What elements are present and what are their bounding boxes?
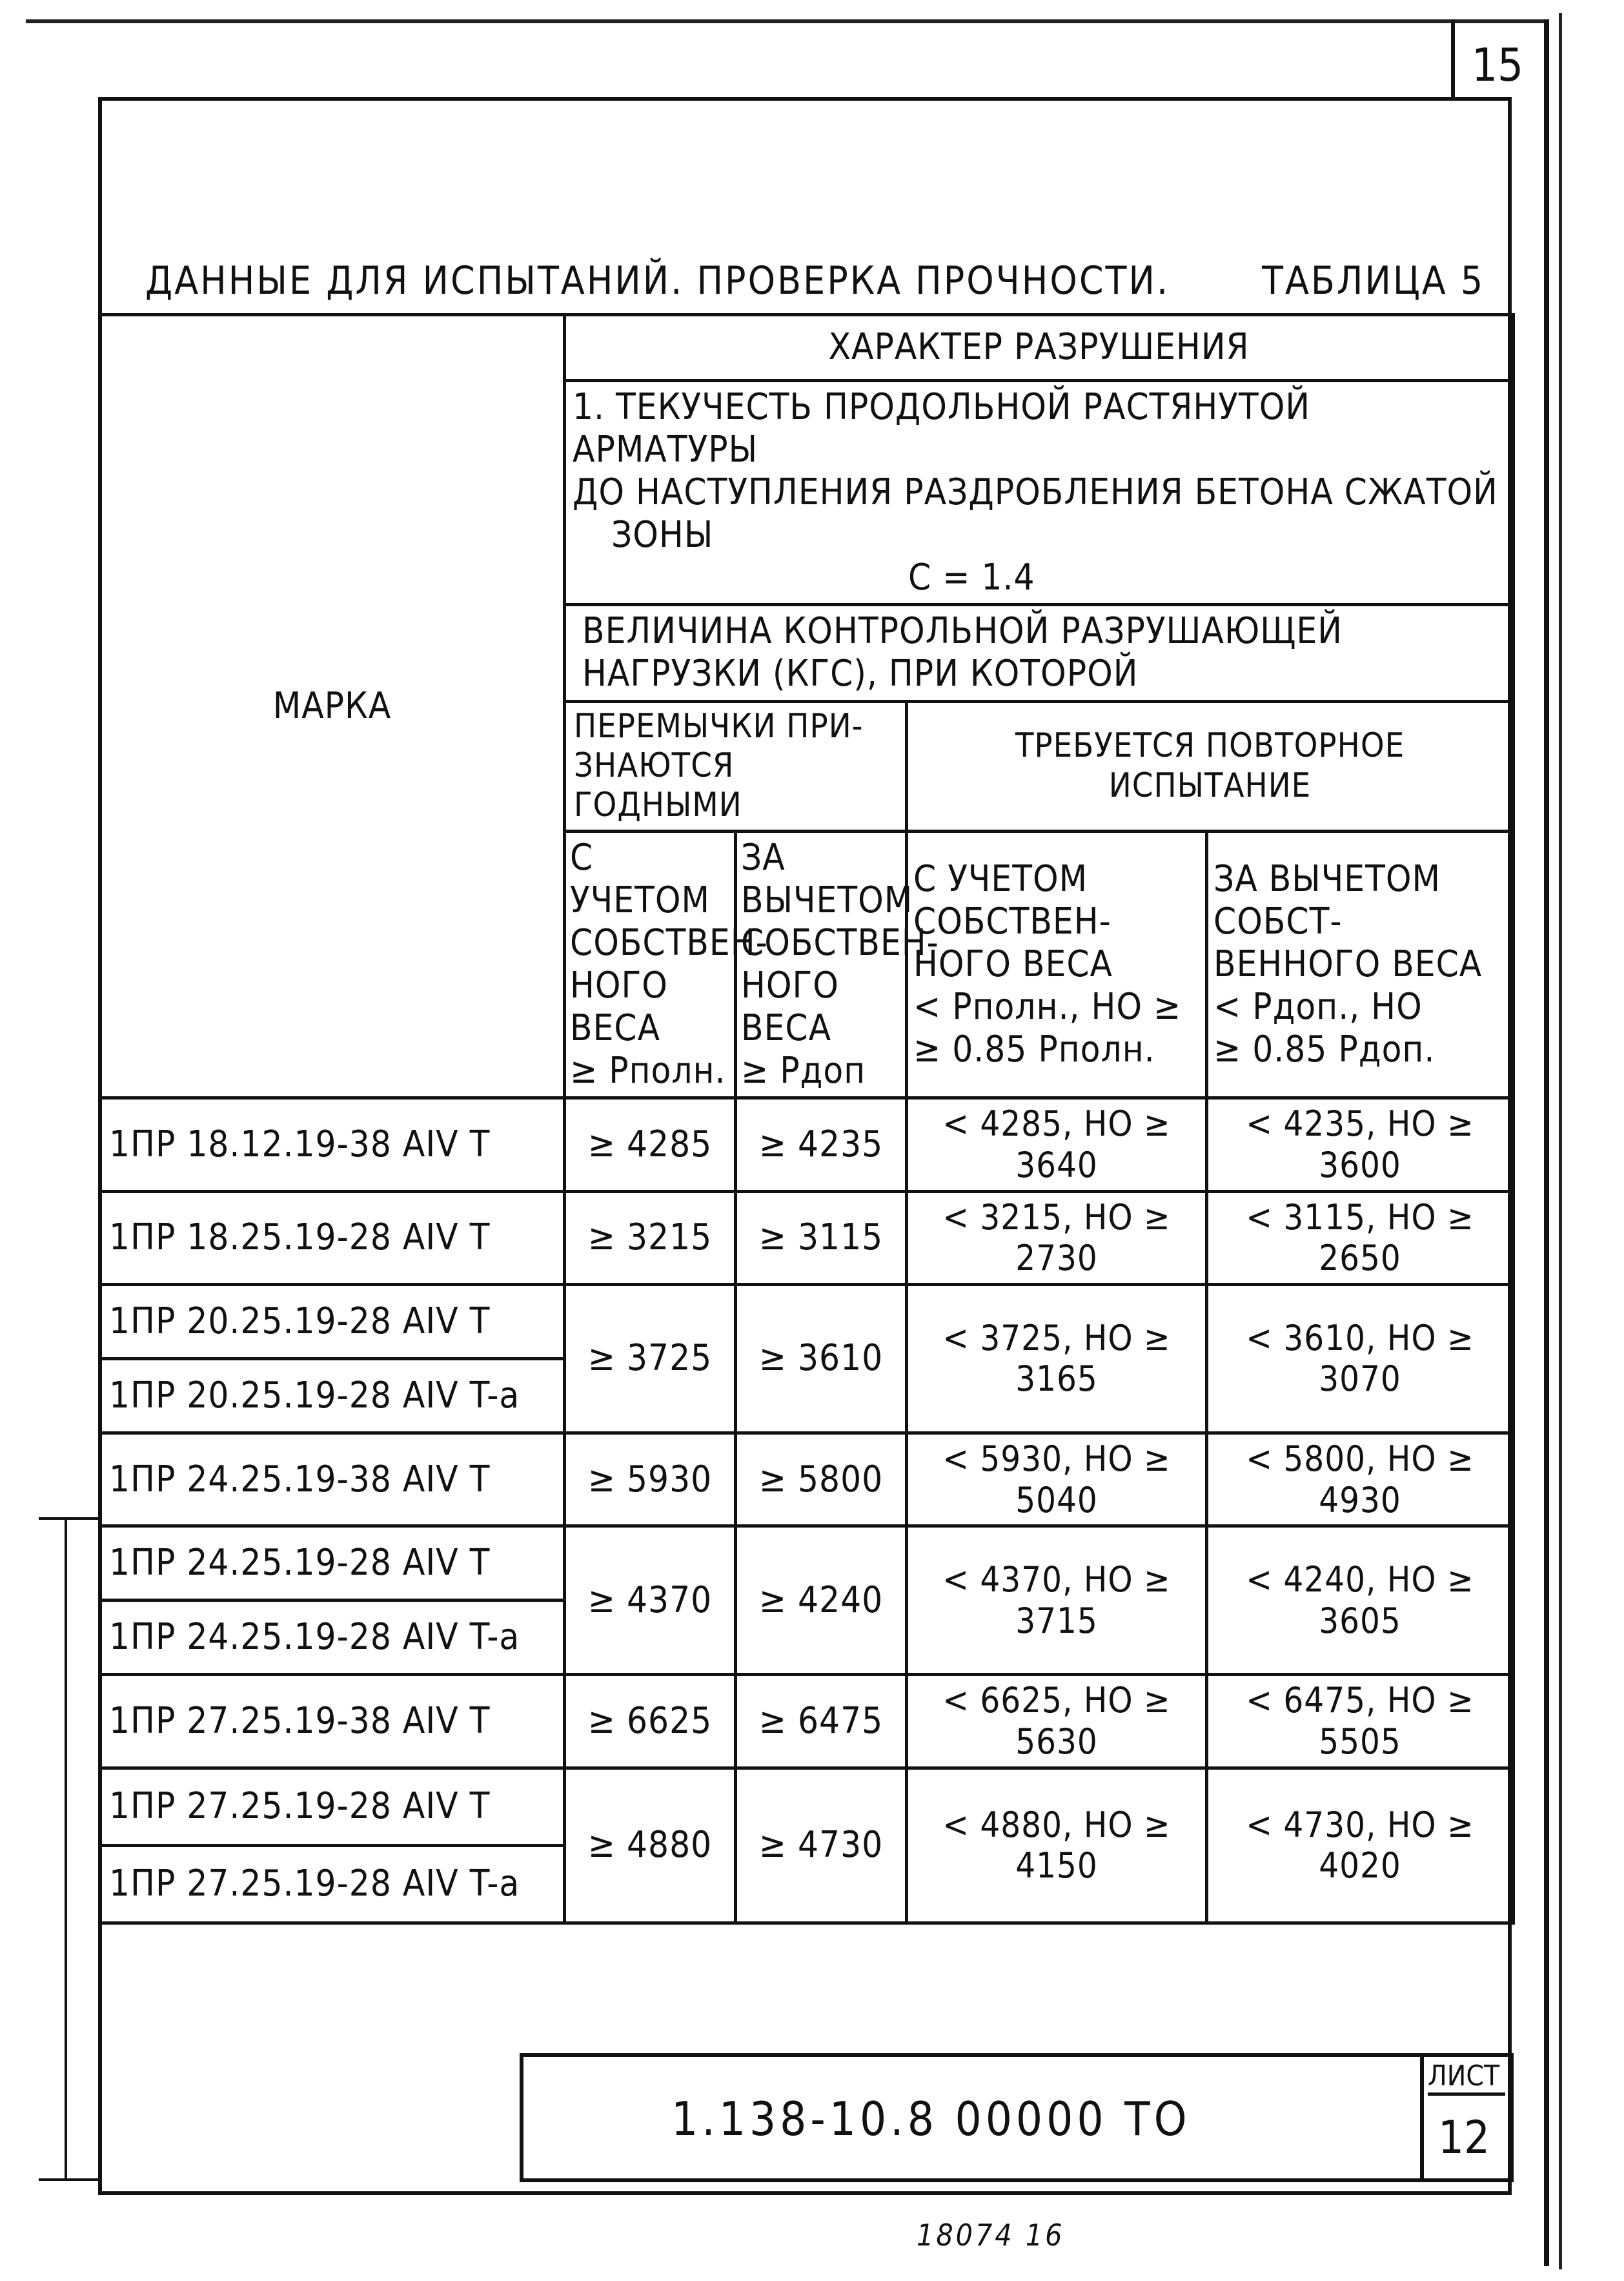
accepted-line-1: ПЕРЕМЫЧКИ ПРИ- <box>574 706 864 746</box>
control-load-line-2: НАГРУЗКИ (КГС), ПРИ КОТОРОЙ <box>582 653 1139 695</box>
table-row <box>100 1284 1514 1358</box>
value-with-weight: ≥ 5930 <box>565 1433 736 1526</box>
row-mark: 1ПР 27.25.19-38 AIV T <box>100 1675 565 1768</box>
header-row-1 <box>100 315 1514 381</box>
failure-line-2: ДО НАСТУПЛЕНИЯ РАЗДРОБЛЕНИЯ БЕТОНА СЖАТОЙ <box>573 471 1498 514</box>
retest-with-weight: < 5930, НО ≥ 5040 <box>907 1433 1207 1526</box>
value-without-weight: ≥ 5800 <box>736 1433 907 1526</box>
sub1-line-1: С УЧЕТОМ <box>570 836 710 921</box>
value-with-weight: ≥ 4370 <box>565 1526 736 1675</box>
sheet-label: ЛИСТ <box>1428 2060 1505 2096</box>
sub3-line-1: С УЧЕТОМ СОБСТВЕН- <box>913 857 1111 943</box>
sub1-line-2: СОБСТВЕН- <box>570 921 768 964</box>
sheet-number: 12 <box>1438 2111 1490 2164</box>
table-row <box>100 1768 1514 1845</box>
column-mark-header: МАРКА <box>100 315 565 1098</box>
value-with-weight: ≥ 3215 <box>565 1191 736 1284</box>
retest-without-weight: < 6475, НО ≥ 5505 <box>1207 1675 1514 1768</box>
value-without-weight: ≥ 4240 <box>736 1526 907 1675</box>
value-without-weight: ≥ 3610 <box>736 1284 907 1433</box>
failure-line-1: 1. ТЕКУЧЕСТЬ ПРОДОЛЬНОЙ РАСТЯНУТОЙ АРМАТУРЫ <box>573 386 1311 471</box>
table-row <box>100 1675 1514 1768</box>
accepted-line-2: ЗНАЮТСЯ ГОДНЫМИ <box>574 746 742 825</box>
sub4-line-3: < Pдоп., НО <box>1213 985 1423 1028</box>
retest-with-weight: < 6625, НО ≥ 5630 <box>907 1675 1207 1768</box>
row-mark: 1ПР 27.25.19-28 AIV T <box>100 1768 565 1845</box>
sub2-line-4: ≥ Pдоп <box>741 1050 866 1092</box>
retest-without-weight: < 4235, НО ≥ 3600 <box>1207 1098 1514 1191</box>
sub2-line-3: НОГО ВЕСА <box>741 964 839 1049</box>
retest-without-weight: < 4730, НО ≥ 4020 <box>1207 1768 1514 1923</box>
retest-without-weight: < 5800, НО ≥ 4930 <box>1207 1433 1514 1526</box>
corner-sheet-number: 15 <box>1472 39 1524 92</box>
row-mark: 1ПР 24.25.19-38 AIV T <box>100 1433 565 1526</box>
failure-description <box>565 381 1514 605</box>
document-title: ДАННЫЕ ДЛЯ ИСПЫТАНИЙ. ПРОВЕРКА ПРОЧНОСТИ. <box>145 258 1170 303</box>
retest-without-weight: < 3610, НО ≥ 3070 <box>1207 1284 1514 1433</box>
retest-with-weight: < 4880, НО ≥ 4150 <box>907 1768 1207 1923</box>
retest-without-weight: < 3115, НО ≥ 2650 <box>1207 1191 1514 1284</box>
row-mark: 1ПР 18.12.19-38 AIV T <box>100 1098 565 1191</box>
value-with-weight: ≥ 4285 <box>565 1098 736 1191</box>
value-without-weight: ≥ 4730 <box>736 1768 907 1923</box>
frame-right-line-outer <box>1559 13 1562 2269</box>
row-mark: 1ПР 20.25.19-28 AIV T-a <box>100 1358 565 1433</box>
control-load-header <box>565 605 1514 701</box>
value-with-weight: ≥ 4880 <box>565 1768 736 1923</box>
frame-top-line <box>26 19 1549 23</box>
failure-coefficient: C = 1.4 <box>908 557 1035 599</box>
sub1-line-4: ≥ Pполн. <box>570 1050 726 1092</box>
sub2-line-1: ЗА ВЫЧЕТОМ <box>741 836 913 921</box>
sub3-line-4: ≥ 0.85 Pполн. <box>913 1028 1155 1070</box>
handwritten-archive-number: 18074 16 <box>917 2218 1065 2253</box>
sub3-line-2: НОГО ВЕСА <box>913 943 1113 985</box>
retest-with-weight: < 3725, НО ≥ 3165 <box>907 1284 1207 1433</box>
failure-type-header: ХАРАКТЕР РАЗРУШЕНИЯ <box>565 315 1514 381</box>
sub-header-retest-without-weight <box>1207 831 1514 1098</box>
document-code: 1.138-10.8 00000 ТО <box>671 2092 1191 2146</box>
value-without-weight: ≥ 6475 <box>736 1675 907 1768</box>
value-without-weight: ≥ 3115 <box>736 1191 907 1284</box>
sub4-line-2: ВЕННОГО ВЕСА <box>1213 943 1483 985</box>
control-load-line-1: ВЕЛИЧИНА КОНТРОЛЬНОЙ РАЗРУШАЮЩЕЙ <box>582 610 1343 653</box>
retest-with-weight: < 4285, НО ≥ 3640 <box>907 1098 1207 1191</box>
table-label: ТАБЛИЦА 5 <box>1262 258 1485 303</box>
row-mark: 1ПР 27.25.19-28 AIV T-a <box>100 1845 565 1923</box>
sub1-line-3: НОГО ВЕСА <box>570 964 668 1049</box>
sub4-line-1: ЗА ВЫЧЕТОМ СОБСТ- <box>1213 857 1441 943</box>
failure-line-3: ЗОНЫ <box>611 514 714 557</box>
sub3-line-3: < Pполн., НО ≥ <box>913 985 1182 1028</box>
sub-header-with-own-weight <box>565 831 768 1098</box>
sub4-line-4: ≥ 0.85 Pдоп. <box>1213 1028 1436 1070</box>
accepted-group-header <box>565 701 907 831</box>
sub-header-retest-with-weight <box>907 831 1207 1098</box>
row-mark: 1ПР 20.25.19-28 AIV T <box>100 1284 565 1358</box>
retest-without-weight: < 4240, НО ≥ 3605 <box>1207 1526 1514 1675</box>
test-data-table <box>98 313 1515 1925</box>
retest-with-weight: < 3215, НО ≥ 2730 <box>907 1191 1207 1284</box>
value-with-weight: ≥ 3725 <box>565 1284 736 1433</box>
table-row <box>100 1098 1514 1191</box>
sub2-line-2: СОБСТВЕН- <box>741 921 939 964</box>
frame-right-line <box>1544 19 1549 2266</box>
row-mark: 1ПР 24.25.19-28 AIV T-a <box>100 1601 565 1675</box>
value-without-weight: ≥ 4235 <box>736 1098 907 1191</box>
row-mark: 1ПР 24.25.19-28 AIV T <box>100 1526 565 1601</box>
table-row <box>100 1191 1514 1284</box>
left-binding-stub <box>39 1517 98 2181</box>
retest-with-weight: < 4370, НО ≥ 3715 <box>907 1526 1207 1675</box>
value-with-weight: ≥ 6625 <box>565 1675 736 1768</box>
retest-group-header: ТРЕБУЕТСЯ ПОВТОРНОЕ ИСПЫТАНИЕ <box>907 701 1514 831</box>
sub-header-without-own-weight <box>736 831 939 1098</box>
row-mark: 1ПР 18.25.19-28 AIV T <box>100 1191 565 1284</box>
table-row <box>100 1526 1514 1601</box>
table-row <box>100 1433 1514 1526</box>
